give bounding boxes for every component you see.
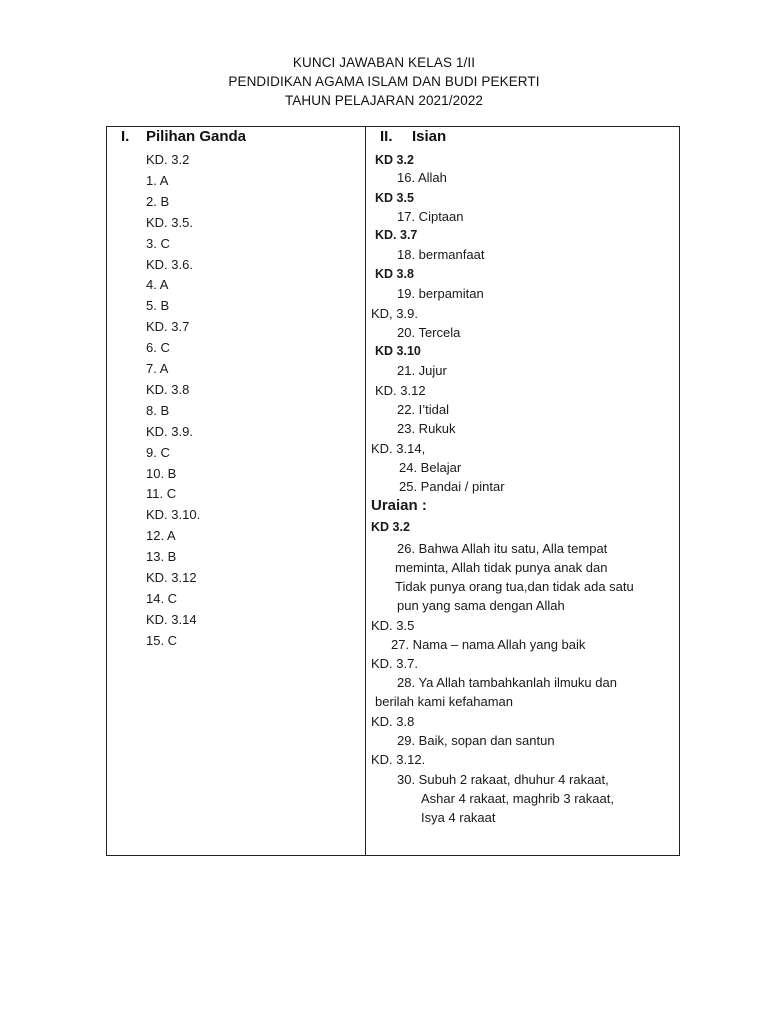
answer-item: 24. Belajar — [399, 460, 462, 475]
answer-continuation: Isya 4 rakaat — [421, 810, 496, 825]
isian-column — [366, 127, 680, 855]
answer-item: 8. B — [146, 402, 170, 418]
section-title-isian: Isian — [412, 128, 447, 145]
kd-label: KD. 3.8 — [146, 381, 190, 397]
answer-item: 16. Allah — [397, 170, 447, 185]
header-year: TAHUN PELAJARAN 2021/2022 — [284, 93, 484, 108]
kd-label: KD 3.10 — [375, 344, 421, 358]
answer-item: 3. C — [146, 235, 170, 251]
kd-label: KD. 3.7 — [146, 319, 190, 335]
answer-item: 9. C — [146, 444, 170, 460]
section-number: I. — [121, 128, 130, 145]
kd-label: KD 3.2 — [371, 520, 410, 534]
kd-label: KD. 3.8 — [371, 714, 415, 729]
answer-item: 19. berpamitan — [397, 286, 484, 301]
answer-item: 4. A — [146, 277, 169, 293]
answer-item: 27. Nama – nama Allah yang baik — [391, 637, 586, 652]
answer-item: 10. B — [146, 465, 177, 481]
section-title-pilihan-ganda: Pilihan Ganda — [146, 128, 247, 145]
answer-continuation: berilah kami kefahaman — [375, 694, 514, 709]
kd-label: KD. 3.5 — [371, 618, 415, 633]
kd-label: KD. 3.5. — [146, 214, 193, 230]
answer-continuation: meminta, Allah tidak punya anak dan — [395, 560, 608, 575]
answer-item: 2. B — [146, 193, 170, 209]
answer-item: 6. C — [146, 340, 170, 356]
kd-label: KD. 3.6. — [146, 256, 193, 272]
answer-continuation: pun yang sama dengan Allah — [397, 598, 565, 613]
header-title: KUNCI JAWABAN KELAS 1/II — [292, 55, 476, 70]
kd-label: KD 3.2 — [375, 153, 414, 167]
kd-label: KD, 3.9. — [371, 306, 418, 321]
answer-item: 12. A — [146, 528, 176, 544]
answer-item: 5. B — [146, 298, 170, 314]
kd-label: KD 3.8 — [375, 267, 414, 281]
section-number: II. — [380, 128, 393, 145]
kd-label: KD. 3.12. — [371, 752, 426, 767]
answer-item: 11. C — [146, 486, 177, 502]
answer-item: 30. Subuh 2 rakaat, dhuhur 4 rakaat, — [397, 772, 609, 787]
kd-label: KD. 3.7 — [375, 228, 418, 242]
kd-label: KD. 3.14 — [146, 611, 197, 627]
answer-item: 22. I’tidal — [397, 402, 450, 417]
answer-item: 13. B — [146, 549, 177, 565]
multiple-choice-column — [107, 127, 365, 855]
kd-label: KD 3.5 — [375, 191, 414, 205]
answer-item: 18. bermanfaat — [397, 247, 485, 262]
kd-label: KD. 3.14, — [371, 441, 426, 456]
kd-label: KD. 3.9. — [146, 423, 193, 439]
kd-label: KD. 3.7. — [371, 656, 418, 671]
answer-item: 26. Bahwa Allah itu satu, Alla tempat — [397, 541, 608, 556]
document-header — [0, 53, 768, 110]
answer-item: 20. Tercela — [397, 325, 461, 340]
answer-item: 14. C — [146, 590, 178, 606]
header-subject: PENDIDIKAN AGAMA ISLAM DAN BUDI PEKERTI — [228, 74, 540, 89]
answer-item: 1. A — [146, 172, 169, 188]
answer-item: 21. Jujur — [397, 363, 447, 378]
answer-item: 7. A — [146, 361, 169, 376]
answer-item: 29. Baik, sopan dan santun — [397, 733, 555, 748]
answer-continuation: Ashar 4 rakaat, maghrib 3 rakaat, — [421, 791, 614, 806]
kd-label: KD. 3.2 — [146, 152, 190, 167]
answer-item: 25. Pandai / pintar — [399, 479, 505, 494]
section-title-uraian: Uraian : — [371, 497, 427, 514]
answer-continuation: Tidak punya orang tua,dan tidak ada satu — [395, 579, 634, 594]
answer-table — [106, 126, 680, 856]
answer-item: 23. Rukuk — [397, 421, 456, 436]
kd-label: KD. 3.10. — [146, 507, 201, 523]
kd-label: KD. 3.12 — [375, 383, 426, 398]
answer-item: 28. Ya Allah tambahkanlah ilmuku dan — [397, 675, 617, 690]
answer-item: 17. Ciptaan — [397, 209, 464, 224]
answer-item: 15. C — [146, 632, 178, 648]
kd-label: KD. 3.12 — [146, 570, 197, 585]
